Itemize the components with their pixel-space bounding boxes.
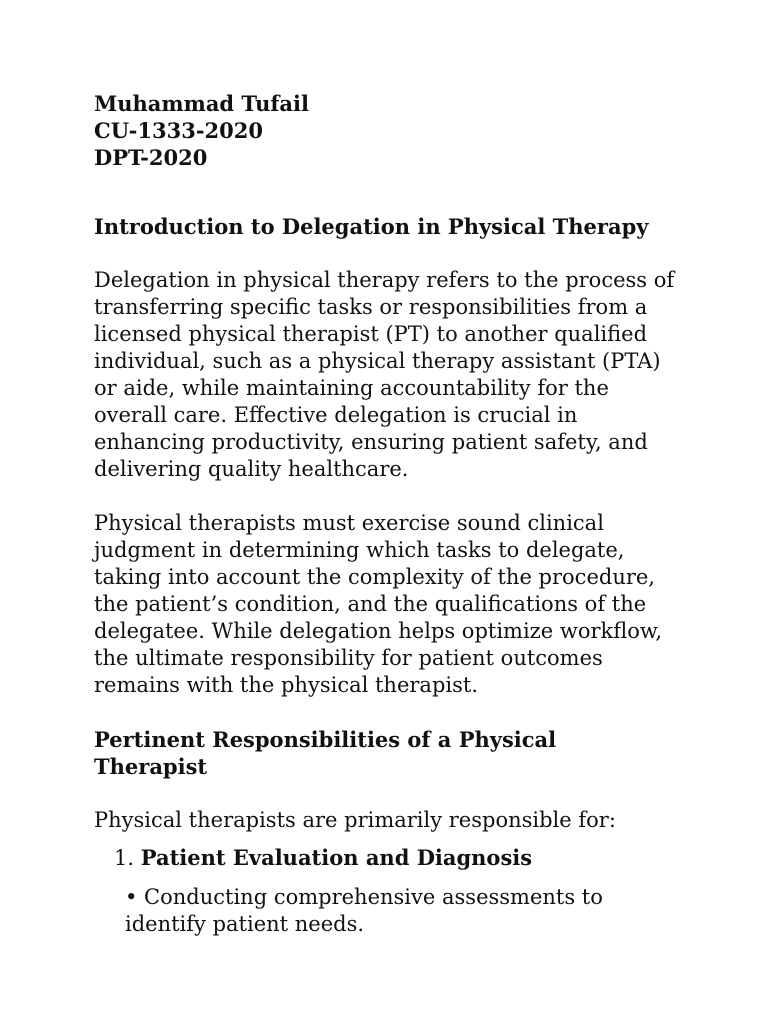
responsibilities-lead: Physical therapists are primarily responsible for:: [94, 808, 616, 832]
author-program: DPT-2020: [94, 145, 208, 170]
author-id: CU-1333-2020: [94, 118, 263, 143]
intro-paragraph-1: Delegation in physical therapy refers to the process of transferring specific tasks or responsibilities from a licensed physical therapist (PT) to another qualified individual, such as a physical therapy assistant (PTA) or aide, while maintaining accountability for the overall care. Effective delegation is crucial in enhancing productivity, ensuring patient safety, and delivering quality healthcare.: [94, 268, 675, 481]
bullet-item: • Conducting comprehensive assessments to identify patient needs.: [125, 885, 603, 936]
list-item-number: 1.: [114, 846, 135, 870]
list-item: [114, 844, 676, 872]
intro-paragraph-2: Physical therapists must exercise sound clinical judgment in determining which tasks to delegate, taking into account the complexity of the procedure, the patient’s condition, and the qualifications of the delegatee. While delegation helps optimize workflow, the ultimate responsibility for patient outcomes remains with the physical therapist.: [94, 511, 663, 697]
responsibilities-heading: Pertinent Responsibilities of a Physical Therapist: [94, 727, 557, 779]
author-block: [94, 90, 676, 171]
list-item-title: Patient Evaluation and Diagnosis: [140, 845, 533, 870]
intro-heading: Introduction to Delegation in Physical Therapy: [94, 214, 649, 239]
author-name: Muhammad Tufail: [94, 91, 309, 116]
